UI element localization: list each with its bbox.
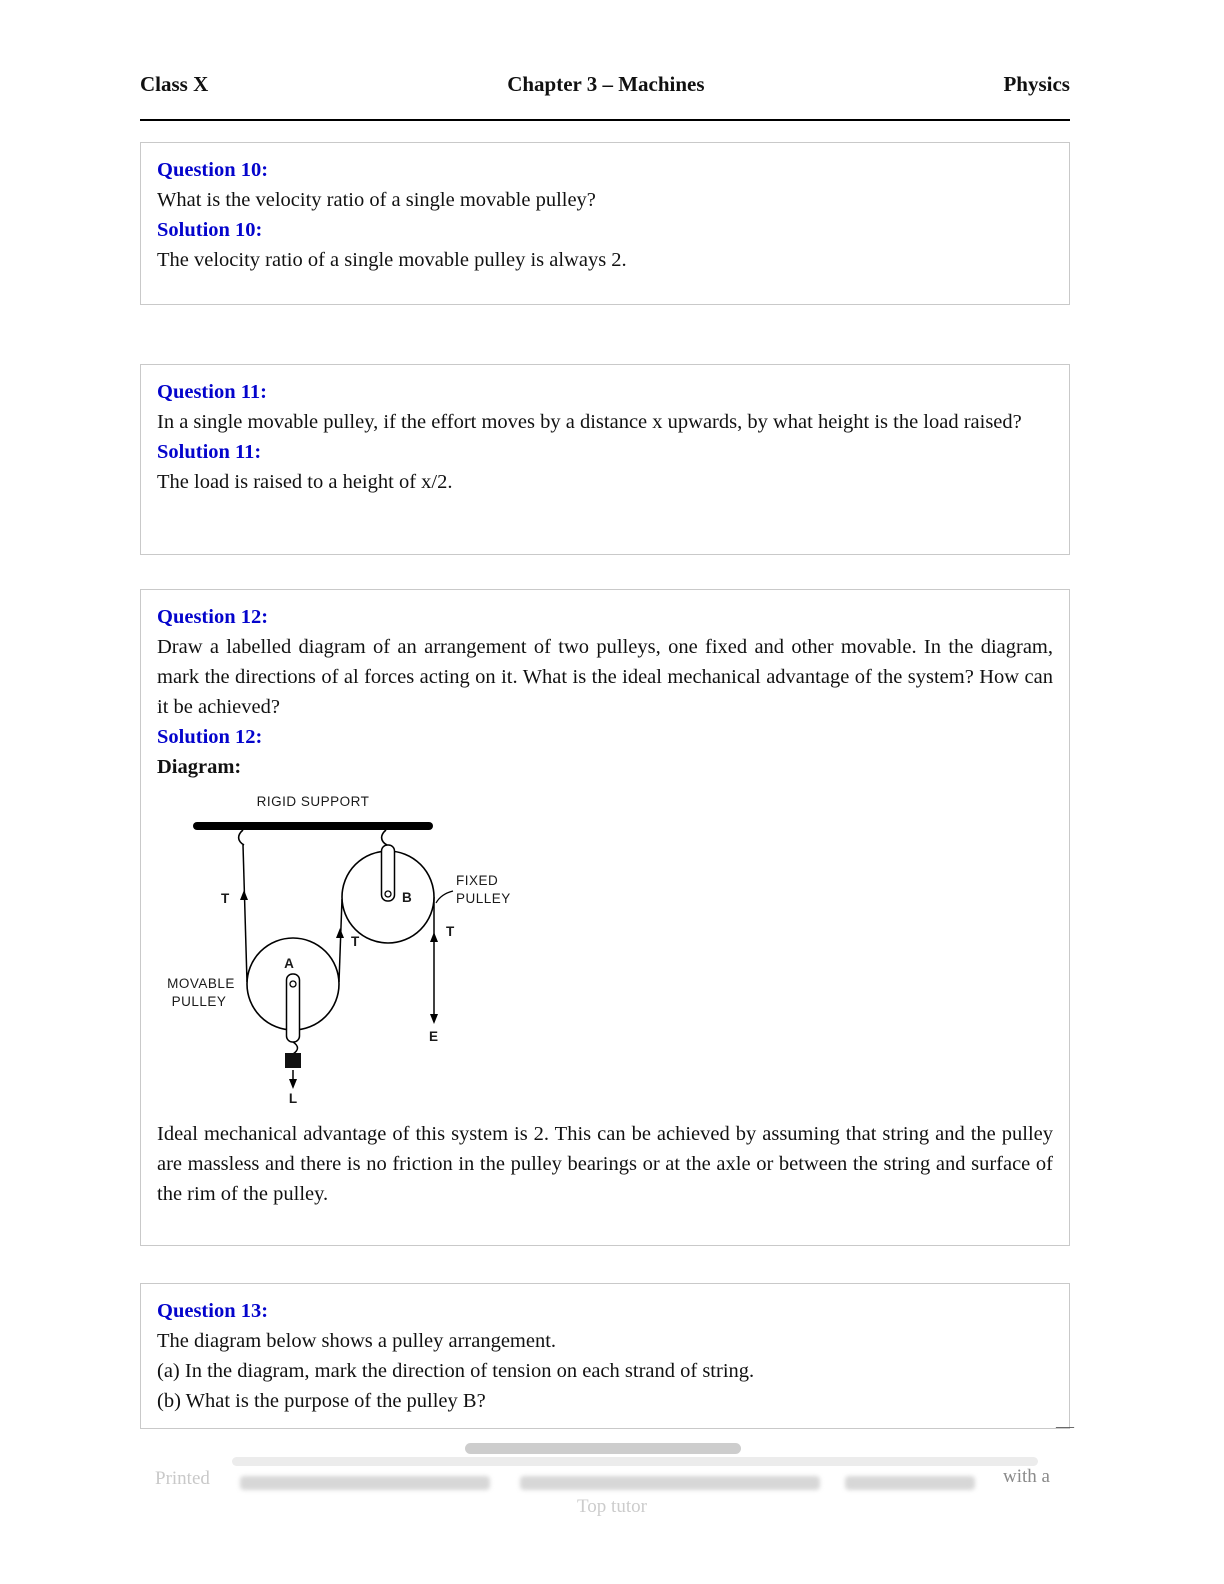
page-dash: —: [1056, 1416, 1074, 1436]
question-10-label: Question 10:: [157, 159, 269, 181]
solution-11-text: The load is raised to a height of x/2.: [157, 471, 453, 493]
question-13-line2: (a) In the diagram, mark the direction of tension on each strand of string.: [157, 1360, 755, 1382]
question-13-label: Question 13:: [157, 1300, 269, 1322]
solution-11-label: Solution 11:: [157, 441, 262, 463]
effort-e-label: E: [429, 1029, 439, 1044]
page-header: [140, 72, 1070, 97]
fixed-pulley-callout-line2: PULLEY: [456, 891, 511, 906]
tension-middle-label: T: [351, 934, 360, 949]
footer-fragment-right: with a: [1003, 1466, 1050, 1487]
header-class: Class X: [140, 72, 209, 96]
question-11-label: Question 11:: [157, 381, 267, 403]
pulley-a-label: A: [284, 956, 294, 971]
left-tension-arrowhead: [240, 890, 248, 900]
footer-blur-bar: [232, 1457, 1038, 1466]
movable-pulley-callout-line1: MOVABLE: [167, 976, 235, 991]
footer-blur-bar: [465, 1443, 741, 1454]
fixed-pulley-shackle: [382, 845, 395, 901]
question-13-box: [140, 1283, 1070, 1429]
solution-12-label: Solution 12:: [157, 726, 263, 748]
pulley-diagram: [163, 790, 1053, 1105]
question-13-line1: The diagram below shows a pulley arrangement.: [157, 1330, 557, 1352]
fixed-pulley-pointer: [436, 891, 453, 903]
solution-10-label: Solution 10:: [157, 219, 263, 241]
rigid-support-label: RIGID SUPPORT: [256, 794, 370, 809]
question-13-line3: (b) What is the purpose of the pulley B?: [157, 1390, 486, 1412]
question-12-box: [140, 589, 1070, 1246]
question-10-box: [140, 142, 1070, 305]
load-arrowhead: [289, 1079, 297, 1089]
fixed-pulley-callout-line1: FIXED: [456, 873, 499, 888]
question-10-text: What is the velocity ratio of a single movable pulley?: [157, 189, 596, 211]
tension-left-label: T: [221, 891, 230, 906]
load-l-label: L: [288, 1091, 298, 1105]
load-hook: [293, 1042, 298, 1054]
fixed-pulley-hook: [382, 830, 387, 845]
right-tension-arrowhead: [430, 932, 438, 942]
question-11-text: In a single movable pulley, if the effort moves by a distance x upwards, by what height is the load raised?: [157, 411, 1022, 433]
solution-10-text: The velocity ratio of a single movable pulley is always 2.: [157, 249, 627, 271]
footer-blur-fragment: [845, 1476, 975, 1490]
tension-right-label: T: [446, 924, 455, 939]
effort-arrowhead: [430, 1014, 438, 1024]
header-divider: [140, 119, 1070, 121]
string-middle-strand: [339, 899, 342, 982]
footer-fragment-left: Printed: [155, 1468, 210, 1489]
pulley-b-label: B: [402, 890, 412, 905]
footer-fragment-center: Top tutor: [577, 1496, 647, 1517]
header-subject: Physics: [1003, 72, 1070, 96]
question-12-label: Question 12:: [157, 606, 269, 628]
load-weight: [285, 1053, 301, 1068]
header-chapter-title: Chapter 3 – Machines: [507, 72, 705, 96]
pulley-diagram-svg: [163, 790, 513, 1105]
question-12-text: Draw a labelled diagram of an arrangement of two pulleys, one fixed and other movable. In the diagram, mark the directions of al forces acting on it. What is the ideal mechanical advantage of the system? How can it be achieved?: [157, 636, 1053, 718]
solution-12-text: Ideal mechanical advantage of this system is 2. This can be achieved by assuming that string and the pulley are massless and there is no friction in the pulley bearings or at the axle or between the string and surface of the rim of the pulley.: [157, 1123, 1053, 1205]
question-11-box: [140, 364, 1070, 555]
diagram-heading: Diagram:: [157, 756, 242, 778]
middle-tension-arrowhead: [336, 928, 344, 938]
footer-blur-fragment: [240, 1476, 490, 1490]
movable-pulley-shackle: [287, 974, 300, 1042]
rigid-support-bar: [193, 822, 433, 830]
string-left-strand: [243, 845, 247, 982]
left-hook: [239, 830, 244, 845]
footer-blur-fragment: [520, 1476, 820, 1490]
movable-pulley-callout-line2: PULLEY: [171, 994, 227, 1009]
